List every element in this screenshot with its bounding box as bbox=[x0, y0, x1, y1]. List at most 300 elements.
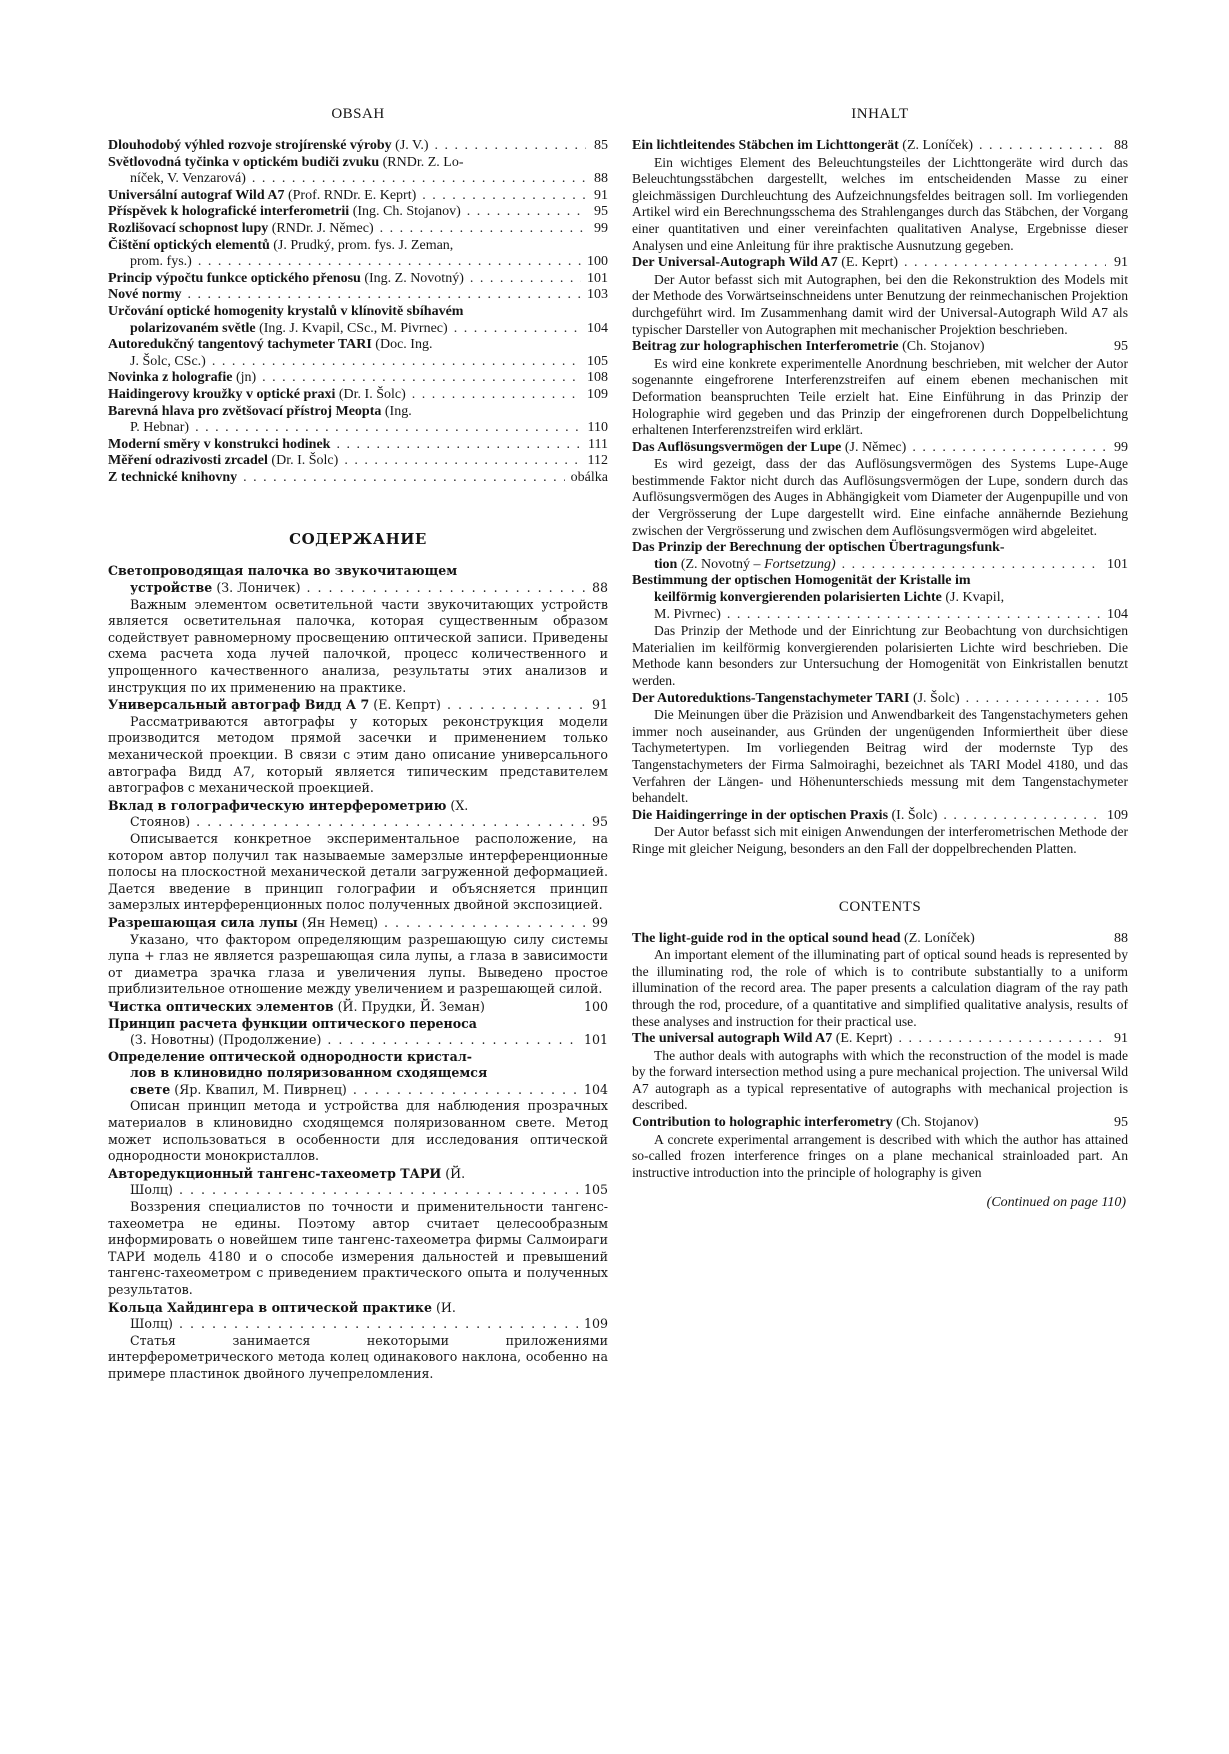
leader-dots bbox=[353, 1082, 578, 1099]
contents-block bbox=[632, 930, 1128, 1211]
entry-title bbox=[632, 138, 973, 155]
leader-dots bbox=[966, 691, 1101, 708]
page-number: 88 bbox=[1114, 138, 1128, 153]
page-number: 100 bbox=[583, 998, 608, 1014]
toc-entry bbox=[108, 999, 608, 1016]
entry-title-bold: Haidingerovy kroužky v optické praxi bbox=[108, 386, 336, 402]
toc-entry-block bbox=[108, 697, 608, 797]
contents-title: CONTENTS bbox=[838, 898, 922, 915]
toc-entry-block bbox=[108, 287, 608, 304]
toc-entry-block bbox=[108, 138, 608, 155]
toc-line bbox=[108, 1016, 608, 1033]
toc-entry bbox=[108, 697, 608, 714]
entry-title-bold: Универсальный автограф Видд А 7 bbox=[108, 697, 370, 713]
page-number: 103 bbox=[587, 287, 608, 303]
page-number: 100 bbox=[587, 254, 608, 270]
page-number: 108 bbox=[587, 370, 608, 386]
toc-entry-block bbox=[108, 155, 608, 188]
leader-dots bbox=[344, 453, 581, 470]
toc-line bbox=[632, 590, 1128, 607]
entry-author: (Dr. I. Šolc) bbox=[267, 453, 339, 469]
toc-line bbox=[108, 798, 608, 815]
toc-entry-block bbox=[108, 1166, 608, 1299]
entry-title bbox=[108, 1016, 477, 1033]
entry-title-bold: Měření odrazivosti zrcadel bbox=[108, 453, 268, 469]
entry-author: (E. Keprt) bbox=[832, 1031, 893, 1047]
entry-abstract: Das Prinzip der Methode und der Einrichtung zur Beobachtung von durchsichtigen Materialien im keilförmig konvergierenden polarisierten Lichte wird beschrieben. Die Methode kann besonders zur Untersuchung der Homogenität von Einkristallen benutzt werden. bbox=[632, 623, 1128, 688]
leader-dots bbox=[467, 204, 586, 221]
toc-line bbox=[108, 254, 608, 271]
entry-author: (Яр. Квапил, М. Пиврнец) bbox=[170, 1081, 347, 1097]
toc-entry-block bbox=[108, 437, 608, 454]
toc-entry-block bbox=[108, 370, 608, 387]
leader-dots bbox=[470, 271, 581, 288]
entry-title bbox=[632, 339, 985, 356]
toc-entry-block bbox=[632, 540, 1128, 573]
page-number: 101 bbox=[1107, 556, 1128, 572]
leader-dots bbox=[179, 1182, 578, 1199]
entry-title bbox=[108, 1166, 465, 1183]
toc-entry bbox=[632, 255, 1128, 272]
toc-line bbox=[632, 573, 1128, 590]
entry-author: (Z. Loníček) bbox=[900, 930, 975, 946]
page-number: 105 bbox=[583, 1182, 608, 1198]
toc-line bbox=[632, 1031, 1128, 1048]
entry-title bbox=[632, 440, 906, 457]
toc-line bbox=[108, 155, 608, 172]
entry-title bbox=[108, 221, 374, 238]
entry-author: M. Pivrnec) bbox=[654, 606, 721, 622]
entry-title-bold: Autoredukčný tangentový tachymeter TARI bbox=[108, 337, 372, 353]
toc-line bbox=[108, 387, 608, 404]
entry-title bbox=[108, 337, 432, 354]
toc-entry bbox=[632, 540, 1128, 573]
toc-line bbox=[632, 138, 1128, 155]
page-number: 104 bbox=[1107, 606, 1128, 622]
page-number: 112 bbox=[587, 453, 608, 469]
toc-entry-block bbox=[632, 1031, 1128, 1114]
entry-title-bold: Чистка оптических элементов bbox=[108, 998, 334, 1014]
toc-line bbox=[108, 304, 608, 321]
toc-entry-block bbox=[632, 573, 1128, 689]
leader-dots bbox=[842, 557, 1101, 574]
page-number: 101 bbox=[587, 270, 608, 286]
entry-abstract: Статья занимается некоторыми приложениями интерферометрического метода колец одинакового наклона, особенно на примере пластинок двойного лучепреломления. bbox=[108, 1332, 608, 1381]
entry-title bbox=[108, 238, 453, 255]
entry-author: J. Šolc, CSc.) bbox=[130, 353, 206, 369]
toc-line bbox=[108, 188, 608, 205]
toc-line bbox=[108, 1049, 608, 1066]
entry-abstract: Die Meinungen über die Präzision und Anwendbarkeit des Tangenstachymeters gehen immer noch auseinander, aus Gründen der ungenügenden Informiertheit über diese Tachymetertypen. Im vorliegenden Beitrag wird der modernste Typ des Tangenstachymeters der Firma Salmoiraghi, bezeichnet als TARI Model 4180, und das Verfahren der Längen- und Höhenunterschieds messung mit dem Tangenstachymeter behandelt. bbox=[632, 707, 1128, 806]
page-number: 109 bbox=[583, 1316, 608, 1332]
entry-title-bold: Rozlišovací schopnost lupy bbox=[108, 220, 269, 236]
entry-author: níček, V. Venzarová) bbox=[130, 171, 246, 187]
entry-title bbox=[108, 915, 378, 932]
toc-entry-block bbox=[108, 204, 608, 221]
toc-entry-block bbox=[108, 798, 608, 914]
toc-entry bbox=[108, 798, 608, 831]
entry-title-bold: Der Autoreduktions-Tangenstachymeter TARI bbox=[632, 690, 910, 706]
toc-line bbox=[108, 420, 608, 437]
entry-title bbox=[108, 999, 485, 1016]
toc-entry bbox=[108, 1300, 608, 1333]
toc-entry-block bbox=[108, 1016, 608, 1049]
entry-title-bold: The universal autograph Wild A7 bbox=[632, 1031, 833, 1047]
page-number: 95 bbox=[591, 814, 608, 830]
leader-dots bbox=[412, 387, 581, 404]
entry-title bbox=[632, 931, 975, 948]
entry-title bbox=[108, 304, 463, 321]
toc-line bbox=[632, 931, 1128, 948]
page-number: 109 bbox=[1107, 807, 1128, 823]
toc-entry-block bbox=[108, 470, 608, 487]
contents-list bbox=[632, 931, 1128, 1182]
entry-italic: Fortsetzung) bbox=[764, 556, 836, 572]
toc-entry-block bbox=[632, 931, 1128, 1031]
entry-title-cont bbox=[654, 557, 836, 574]
entry-abstract: Воззрения специалистов по точности и применительности тангенс-тахеометра не едины. Поэтому автор считает целесообразным информировать о новейшем типе тангенс-тахеометра фирмы Салмоираги ТАРИ модель 4180 и о способе измерения дальностей и превышений тангенс-тахеометром с приведением практического опыта и полученных результатов. bbox=[108, 1199, 608, 1297]
entry-title-cont bbox=[130, 354, 206, 371]
toc-entry bbox=[632, 339, 1128, 356]
entry-title bbox=[108, 387, 406, 404]
toc-line bbox=[108, 204, 608, 221]
entry-title bbox=[108, 437, 330, 454]
toc-entry-block bbox=[108, 563, 608, 696]
toc-line bbox=[108, 370, 608, 387]
leader-dots bbox=[252, 171, 586, 188]
entry-title bbox=[632, 808, 937, 825]
toc-entry-block bbox=[108, 915, 608, 998]
toc-entry-block bbox=[632, 1115, 1128, 1181]
page-number: 88 bbox=[591, 580, 608, 596]
toc-entry bbox=[632, 138, 1128, 155]
entry-title-bold: Barevná hlava pro zvětšovací přístroj Meopta bbox=[108, 403, 382, 419]
toc-line bbox=[632, 691, 1128, 708]
toc-entry bbox=[108, 271, 608, 288]
toc-entry bbox=[108, 470, 608, 487]
page-number: 91 bbox=[1114, 1031, 1128, 1047]
entry-title-bold: Princip výpočtu funkce optického přenosu bbox=[108, 270, 361, 286]
entry-title bbox=[632, 691, 960, 708]
entry-author: (J. Šolc) bbox=[909, 690, 960, 706]
toc-line bbox=[108, 437, 608, 454]
entry-title bbox=[108, 138, 428, 155]
entry-title-cont bbox=[130, 254, 192, 271]
entry-title-bold: Разрешающая сила лупы bbox=[108, 914, 298, 930]
entry-title-bold: The light-guide rod in the optical sound head bbox=[632, 930, 901, 946]
toc-line bbox=[108, 563, 608, 580]
entry-author: (Ing. J. Kvapil, CSc., M. Pivrnec) bbox=[255, 320, 448, 336]
toc-entry bbox=[632, 1115, 1128, 1132]
toc-entry-block bbox=[108, 238, 608, 271]
toc-line bbox=[108, 1166, 608, 1183]
entry-author: (З. Новотны) (Продолжение) bbox=[130, 1032, 322, 1048]
toc-line bbox=[632, 557, 1128, 574]
entry-title-cont bbox=[130, 1032, 321, 1049]
page-number: 101 bbox=[583, 1032, 608, 1048]
entry-title-bold: Das Prinzip der Berechnung der optischen Übertragungsfunk- bbox=[632, 540, 1005, 556]
entry-abstract: Der Autor befasst sich mit Autographen, bei den die Rekonstruktion des Models mit der Methode des Vorwärtseinschneidens unter Benutzung der reinmechanischen Projektion durchgeführt wird. Im Zusammenhang damit wird der Universal-Autograph Wild A7 als typischer Darsteller von Autographen mit mechanischer Projektion beschrieben. bbox=[632, 271, 1128, 337]
entry-author: (И. bbox=[431, 1299, 456, 1315]
toc-line bbox=[108, 1032, 608, 1049]
toc-line bbox=[108, 470, 608, 487]
leader-dots bbox=[195, 420, 581, 437]
entry-abstract: Описан принцип метода и устройства для наблюдения прозрачных материалов в клиновидно сходящемся поляризованном свете. Метод может использоваться в особенности для исследования оптической однородности монокристаллов. bbox=[108, 1098, 608, 1164]
page-number: 91 bbox=[594, 187, 608, 203]
entry-title-bold: Světlovodná tyčinka v optickém budiči zvuku bbox=[108, 154, 380, 170]
entry-author: (Ing. Z. Novotný) bbox=[360, 270, 464, 286]
toc-line bbox=[632, 339, 1128, 356]
leader-dots bbox=[979, 138, 1106, 155]
entry-title bbox=[632, 1115, 979, 1132]
page-number: 95 bbox=[1114, 339, 1128, 355]
leader-dots bbox=[943, 808, 1101, 825]
toc-line bbox=[632, 255, 1128, 272]
toc-line bbox=[108, 238, 608, 255]
toc-entry bbox=[108, 453, 608, 470]
entry-title-bold: Beitrag zur holographischen Interferometrie bbox=[632, 339, 899, 355]
toc-entry bbox=[632, 808, 1128, 825]
page-number: 99 bbox=[594, 220, 608, 236]
entry-title-bold: keilförmig konvergierenden polarisierten Lichte bbox=[654, 590, 942, 606]
entry-title bbox=[108, 1049, 472, 1066]
leader-dots bbox=[243, 470, 565, 487]
entry-author: (J. V.) bbox=[391, 138, 429, 153]
toc-entry bbox=[108, 1166, 608, 1199]
toc-line bbox=[108, 354, 608, 371]
entry-author: (Ch. Stojanov) bbox=[898, 339, 985, 355]
toc-entry bbox=[108, 563, 608, 596]
page-number: 95 bbox=[1114, 1115, 1128, 1131]
entry-abstract: Важным элементом осветительной части звукочитающих устройств является осветительная палочка, которая существенным образом содействует равномерному просвещению оптической записи. Приведены схема расчета хода лучей палочкой, процесс количественного и упрощенного качественного анализа, результаты этих анализов и инструкция по их применению на практике. bbox=[108, 596, 608, 695]
toc-line bbox=[108, 221, 608, 238]
entry-title-bold: свете bbox=[130, 1081, 171, 1097]
continued-note: (Continued on page 110) bbox=[986, 1195, 1126, 1211]
toc-entry bbox=[108, 238, 608, 271]
entry-title-cont bbox=[130, 1082, 347, 1099]
entry-author: Стоянов) bbox=[130, 814, 191, 830]
toc-line bbox=[108, 1082, 608, 1099]
entry-title-bold: Определение оптической однородности кристал- bbox=[108, 1048, 472, 1064]
entry-author: (RNDr. Z. Lo- bbox=[379, 154, 464, 170]
entry-title-bold: Novinka z holografie bbox=[108, 370, 233, 386]
toc-entry-block bbox=[108, 453, 608, 470]
toc-line bbox=[108, 1316, 608, 1333]
leader-dots bbox=[212, 354, 581, 371]
toc-entry bbox=[108, 188, 608, 205]
toc-entry bbox=[632, 440, 1128, 457]
entry-title-bold: Ein lichtleitendes Stäbchen im Lichttongerät bbox=[632, 138, 899, 153]
entry-title-cont bbox=[654, 607, 721, 624]
entry-author: Шолц) bbox=[130, 1182, 173, 1198]
page-number: 104 bbox=[583, 1081, 608, 1097]
toc-entry-block bbox=[632, 691, 1128, 807]
entry-abstract: Es wird gezeigt, dass der das Auflösungsvermögen des Systems Lupe-Auge bestimmende Faktor nicht durch das Auflösungsvermögen der Lupe, sondern durch das Auflösungsvermögen des Auges in Abhängigkeit vom Diameter der Augenpupille und von der Vergrösserung der Lupe dargestellt wird. Eine einfache annähernde Beziehung zwischen der Vergrösserung und zwischen dem Auflösungsvermögen wird abgeleitet. bbox=[632, 456, 1128, 538]
entry-title-bold: Принцип расчета функции оптического переноса bbox=[108, 1015, 477, 1031]
entry-title bbox=[108, 404, 412, 421]
toc-entry bbox=[108, 138, 608, 155]
toc-entry bbox=[108, 204, 608, 221]
toc-entry-block bbox=[108, 387, 608, 404]
toc-line bbox=[108, 171, 608, 188]
soderzhanie-title: СОДЕРЖАНИЕ bbox=[289, 530, 427, 549]
entry-title-bold: Светопроводящая палочка во звукочитающем bbox=[108, 563, 458, 579]
entry-author: (Ян Немец) bbox=[297, 914, 378, 930]
entry-title-bold: Nové normy bbox=[108, 287, 182, 303]
entry-title-bold: Z technické knihovny bbox=[108, 469, 238, 485]
entry-author: (J. Němec) bbox=[841, 439, 907, 455]
entry-title bbox=[108, 287, 182, 304]
toc-entry bbox=[108, 915, 608, 932]
toc-line bbox=[108, 287, 608, 304]
entry-author: (Й. bbox=[441, 1165, 466, 1181]
leader-dots bbox=[727, 607, 1101, 624]
leader-dots bbox=[198, 254, 581, 271]
entry-author: (J. Prudký, prom. fys. J. Zeman, bbox=[269, 237, 454, 253]
entry-author: prom. fys.) bbox=[130, 254, 192, 270]
entry-title-bold: Určování optické homogenity krystalů v klínovitě sbíhavém bbox=[108, 303, 464, 319]
entry-title bbox=[632, 540, 1005, 557]
toc-entry-block bbox=[632, 255, 1128, 338]
page-number: obálka bbox=[570, 469, 608, 485]
page-number: 105 bbox=[1107, 690, 1128, 706]
toc-entry-block bbox=[632, 808, 1128, 858]
entry-author: (RNDr. J. Němec) bbox=[268, 220, 374, 236]
entry-author: P. Hebnar) bbox=[130, 420, 190, 436]
toc-entry-block bbox=[108, 271, 608, 288]
toc-line bbox=[108, 453, 608, 470]
toc-entry bbox=[108, 287, 608, 304]
toc-entry-block bbox=[108, 1049, 608, 1165]
entry-author: (Dr. I. Šolc) bbox=[335, 386, 406, 402]
entry-author: (Ch. Stojanov) bbox=[892, 1115, 979, 1131]
entry-title-bold: Čištění optických elementů bbox=[108, 237, 270, 253]
toc-line bbox=[108, 404, 608, 421]
toc-line bbox=[632, 808, 1128, 825]
toc-line bbox=[632, 607, 1128, 624]
entry-title-bold: tion bbox=[654, 556, 678, 572]
entry-author: Шолц) bbox=[130, 1316, 173, 1332]
entry-title-bold: Dlouhodobý výhled rozvoje strojírenské výroby bbox=[108, 138, 392, 153]
page-number: 85 bbox=[594, 138, 608, 153]
entry-title bbox=[108, 188, 416, 205]
entry-title bbox=[108, 798, 468, 815]
entry-author: (E. Keprt) bbox=[837, 255, 899, 271]
toc-line bbox=[108, 915, 608, 932]
entry-author: (Z. Loníček) bbox=[898, 138, 974, 153]
entry-title bbox=[108, 370, 256, 387]
entry-title-bold: Bestimmung der optischen Homogenität der Kristalle im bbox=[632, 573, 971, 589]
entry-title-bold: Příspěvek k holografické interferometrii bbox=[108, 204, 350, 220]
entry-title bbox=[108, 204, 461, 221]
entry-author: (Ing. bbox=[381, 403, 412, 419]
toc-entry bbox=[108, 221, 608, 238]
toc-line bbox=[108, 1065, 608, 1082]
toc-entry bbox=[108, 304, 608, 337]
entry-title-bold: Universální autograf Wild A7 bbox=[108, 187, 285, 203]
page-number: 111 bbox=[588, 436, 608, 452]
entry-author: (Prof. RNDr. E. Keprt) bbox=[284, 187, 417, 203]
soderzhanie-list bbox=[108, 563, 608, 1382]
entry-title-bold: Moderní směry v konstrukci hodinek bbox=[108, 436, 331, 452]
obsah-list bbox=[108, 138, 608, 486]
page-number: 88 bbox=[594, 171, 608, 187]
toc-entry bbox=[108, 404, 608, 437]
toc-line bbox=[108, 1182, 608, 1199]
entry-title-bold: Contribution to holographic interferometry bbox=[632, 1115, 893, 1131]
leader-dots bbox=[447, 697, 586, 714]
entry-title-bold: polarizovaném světle bbox=[130, 320, 256, 336]
toc-line bbox=[108, 1300, 608, 1317]
leader-dots bbox=[904, 255, 1106, 272]
page-number: 95 bbox=[594, 204, 608, 220]
toc-entry bbox=[632, 931, 1128, 948]
page-number: 110 bbox=[587, 420, 608, 436]
entry-title-cont bbox=[130, 814, 190, 831]
entry-title-cont bbox=[130, 1182, 173, 1199]
toc-line bbox=[632, 1115, 1128, 1132]
entry-title-bold: Die Haidingerringe in der optischen Praxis bbox=[632, 807, 889, 823]
entry-abstract: Указано, что фактором определяющим разрешающую силу системы лупа + глаз не является разрешающая сила лупы, а глаза в зависимости от диаметра зрачка глаза и увеличения лупы. Выведено простое приблизительное отношение между увеличением и разрешающей силой. bbox=[108, 931, 608, 997]
toc-entry-block bbox=[108, 999, 608, 1016]
page-number: 99 bbox=[1114, 439, 1128, 455]
toc-line bbox=[108, 321, 608, 338]
toc-line bbox=[108, 337, 608, 354]
page-number: 91 bbox=[591, 697, 608, 713]
toc-entry-block bbox=[108, 1300, 608, 1383]
entry-title bbox=[632, 573, 971, 590]
entry-title-cont bbox=[654, 590, 1004, 607]
entry-author: (I. Šolc) bbox=[888, 807, 938, 823]
entry-title bbox=[108, 271, 464, 288]
toc-entry-block bbox=[632, 440, 1128, 540]
toc-line bbox=[632, 540, 1128, 557]
obsah-title: OBSAH bbox=[331, 106, 385, 122]
toc-line bbox=[632, 440, 1128, 457]
leader-dots bbox=[336, 437, 582, 454]
entry-title bbox=[108, 155, 464, 172]
toc-line bbox=[108, 580, 608, 597]
leader-dots bbox=[454, 321, 581, 338]
entry-title-bold: Авторедукционный тангенс-тахеометр ТАРИ bbox=[108, 1165, 442, 1181]
toc-entry bbox=[108, 1016, 608, 1049]
toc-entry bbox=[108, 387, 608, 404]
toc-entry bbox=[108, 1049, 608, 1099]
toc-entry-block bbox=[108, 337, 608, 370]
entry-abstract: Рассматриваются автографы у которых реконструкция модели производится методом прямой засечки и применением только механической проекции. В связи с этим дано описание универсального автографа Видд А7, который является типическим представителем автографов с механической проекцией. bbox=[108, 713, 608, 796]
entry-author: (Ing. Ch. Stojanov) bbox=[349, 204, 461, 220]
entry-title-bold: Der Universal-Autograph Wild A7 bbox=[632, 255, 838, 271]
leader-dots bbox=[898, 1031, 1106, 1048]
leader-dots bbox=[262, 370, 581, 387]
toc-entry-block bbox=[108, 188, 608, 205]
toc-entry bbox=[632, 1031, 1128, 1048]
entry-title bbox=[108, 1300, 456, 1317]
entry-abstract: A concrete experimental arrangement is described with which the author has attained so-called frozen interference fringes on a plane mechanical strainloaded part. An instructive introduction into the principle of holography is given bbox=[632, 1131, 1128, 1180]
entry-title-cont bbox=[130, 420, 189, 437]
leader-dots bbox=[384, 915, 586, 932]
toc-entry-block bbox=[108, 221, 608, 238]
leader-dots bbox=[307, 580, 586, 597]
entry-title-cont bbox=[130, 1316, 173, 1333]
entry-abstract: Der Autor befasst sich mit einigen Anwendungen der interferometrischen Methode der Ringe mit gleicher Neigung, besonders an den Fall der doppelbrechenden Platten. bbox=[632, 824, 1128, 856]
leader-dots bbox=[912, 440, 1106, 457]
entry-title-cont bbox=[130, 1065, 487, 1082]
leader-dots bbox=[380, 221, 586, 238]
entry-author: (Z. Novotný – bbox=[677, 556, 765, 572]
entry-author: (Е. Кепрт) bbox=[369, 697, 441, 713]
leader-dots bbox=[179, 1316, 578, 1333]
